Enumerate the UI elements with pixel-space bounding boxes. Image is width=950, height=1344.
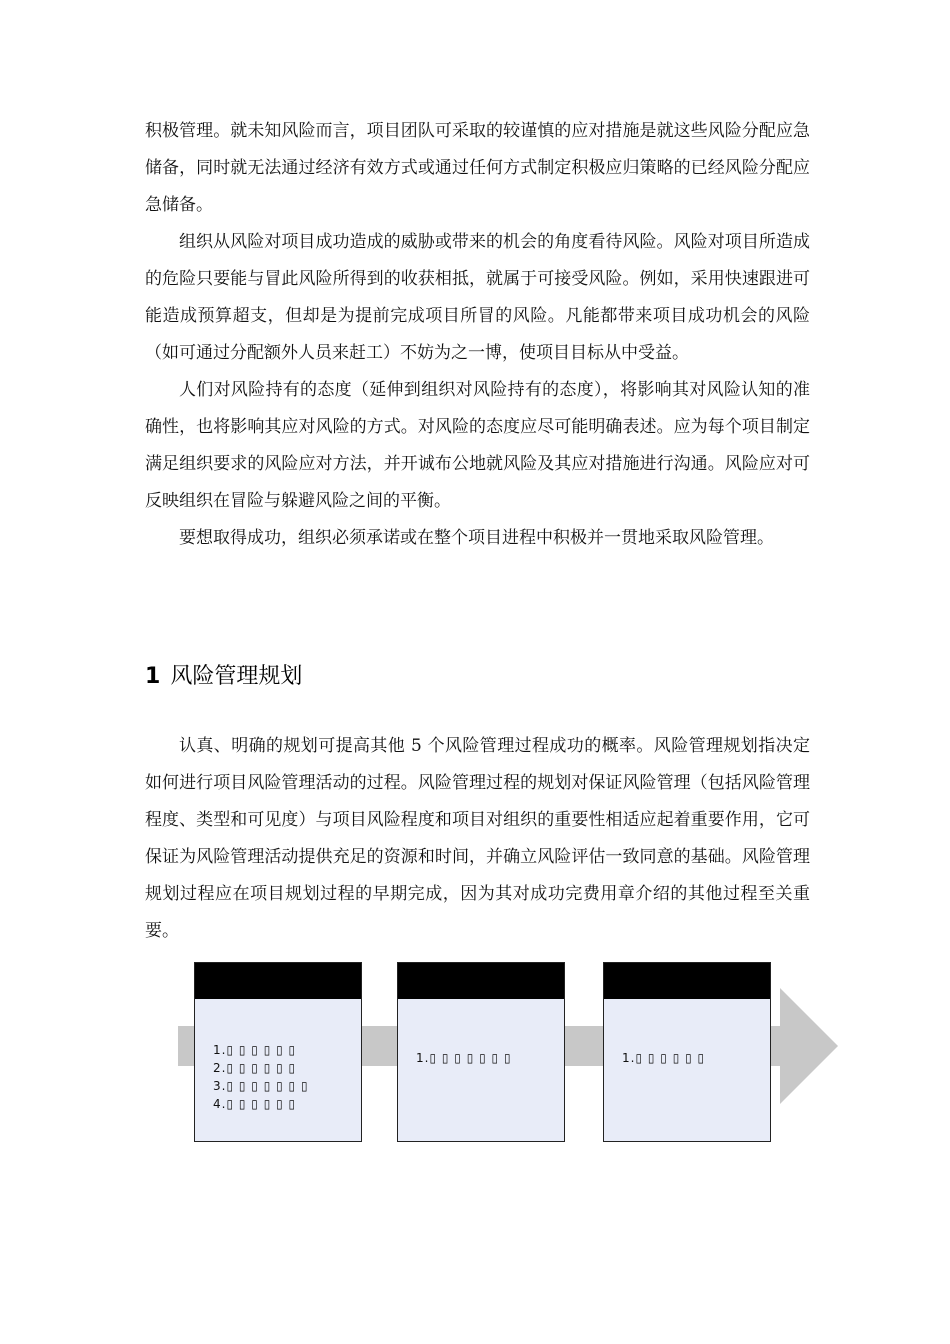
box-item: 1.▯ ▯ ▯ ▯ ▯ ▯	[213, 1043, 297, 1057]
box-body	[604, 999, 770, 1067]
box-item: 3.▯ ▯ ▯ ▯ ▯ ▯ ▯	[213, 1079, 309, 1093]
process-box-tools	[397, 962, 565, 1142]
box-item: 2.▯ ▯ ▯ ▯ ▯ ▯	[213, 1061, 297, 1075]
process-diagram	[170, 960, 850, 1150]
box-header	[604, 963, 770, 999]
paragraph-section: 认真、明确的规划可提高其他 5 个风险管理过程成功的概率。风险管理规划指决定如何进行项目风险管理活动的过程。风险管理过程的规划对保证风险管理（包括风险管理程度、类型和可见度）与项目风险程度和项目对组织的重要性相适应起着重要作用，它可保证为风险管理活动提供充足的资源和时间，并确立风险评估一致同意的基础。风险管理规划过程应在项目规划过程的早期完成，因为其对成功完费用章介绍的其他过程至关重要。	[145, 736, 810, 941]
box-body	[398, 999, 564, 1067]
paragraph-3: 人们对风险持有的态度（延伸到组织对风险持有的态度），将影响其对风险认知的准确性，也将影响其应对风险的方式。对风险的态度应尽可能明确表述。应为每个项目制定满足组织要求的风险应对方法，并开诚布公地就风险及其应对措施进行沟通。风险应对可反映组织在冒险与躲避风险之间的平衡。	[145, 380, 810, 511]
section-heading	[145, 657, 302, 697]
paragraph-2: 组织从风险对项目成功造成的威胁或带来的机会的角度看待风险。风险对项目所造成的危险只要能与冒此风险所得到的收获相抵，就属于可接受风险。例如，采用快速跟进可能造成预算超支，但却是为提前完成项目所冒的风险。凡能都带来项目成功机会的风险（如可通过分配额外人员来赶工）不妨为之一博，使项目目标从中受益。	[145, 232, 810, 363]
paragraph-4: 要想取得成功，组织必须承诺或在整个项目进程中积极并一贯地采取风险管理。	[179, 528, 774, 548]
box-header	[195, 963, 361, 999]
body-text-top	[145, 113, 810, 557]
process-box-inputs	[194, 962, 362, 1142]
section-title-text: 风险管理规划	[170, 664, 303, 689]
body-text-section	[145, 728, 810, 950]
box-header	[398, 963, 564, 999]
process-box-outputs	[603, 962, 771, 1142]
box-body	[195, 999, 361, 1113]
box-item: 4.▯ ▯ ▯ ▯ ▯ ▯	[213, 1097, 297, 1111]
paragraph-1: 积极管理。就未知风险而言，项目团队可采取的较谨慎的应对措施是就这些风险分配应急储备，同时就无法通过经济有效方式或通过任何方式制定积极应归策略的已经风险分配应急储备。	[145, 121, 810, 215]
box-item: 1.▯ ▯ ▯ ▯ ▯ ▯	[622, 1051, 706, 1065]
section-number: 1	[145, 664, 161, 689]
box-item: 1.▯ ▯ ▯ ▯ ▯ ▯ ▯	[416, 1051, 512, 1065]
